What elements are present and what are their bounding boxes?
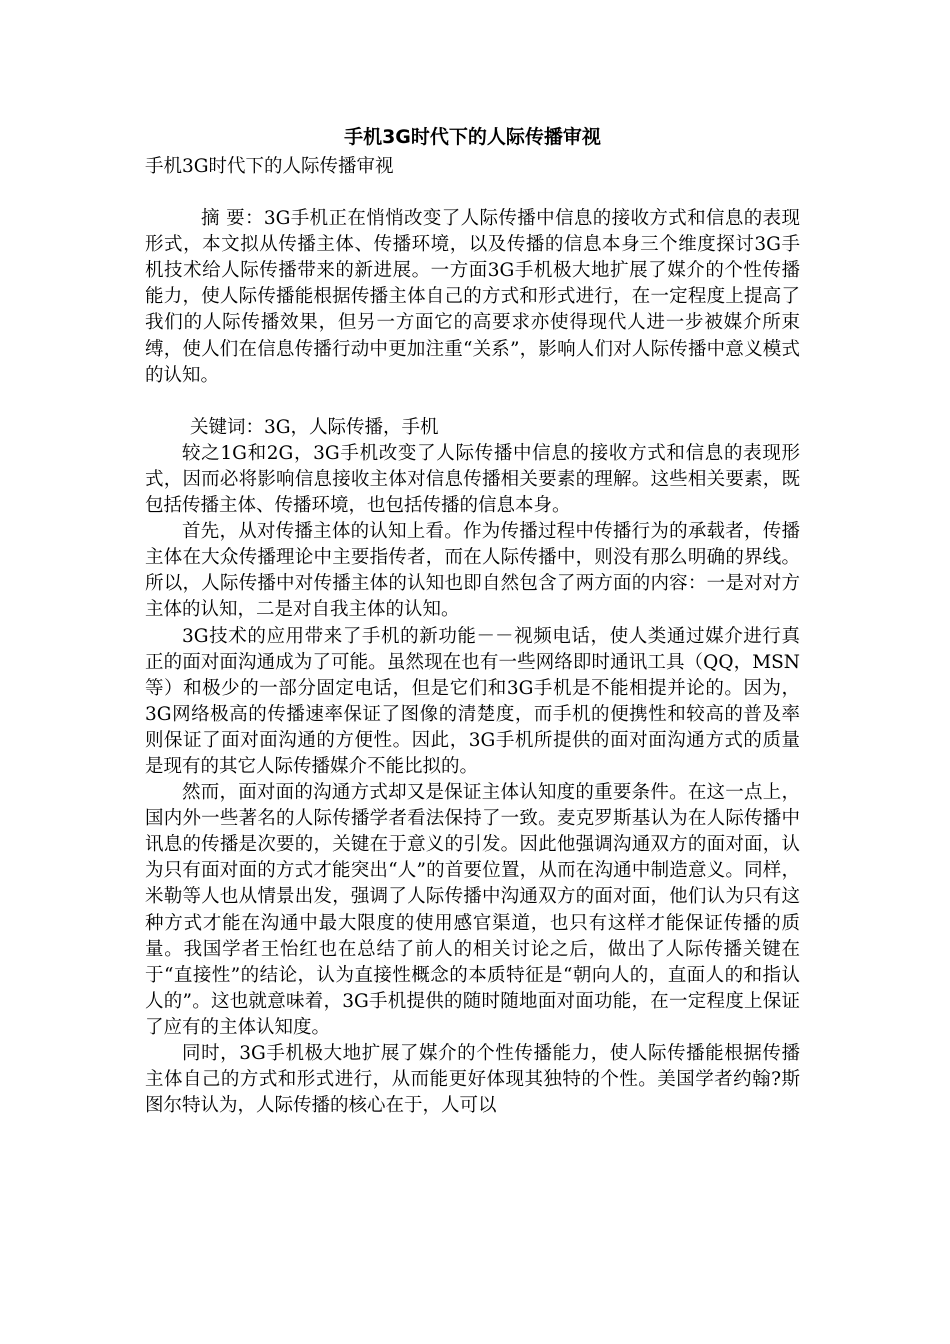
body-paragraph-4: 然而，面对面的沟通方式却又是保证主体认知度的重要条件。在这一点上，国内外一些著名的人际传播学者看法保持了一致。麦克罗斯基认为在人际传播中讯息的传播是次要的，关键在于意义的引发。因此他强调沟通双方的面对面，认为只有面对面的方式才能突出“人”的首要位置，从而在沟通中制造意义。同样，米勒等人也从情景出发，强调了人际传播中沟通双方的面对面，他们认为只有这种方式才能在沟通中最大限度的使用感官渠道，也只有这样才能保证传播的质量。我国学者王怡红也在总结了前人的相关讨论之后，做出了人际传播关键在于“直接性”的结论，认为直接性概念的本质特征是“朝向人的，直面人的和指认人的”。这也就意味着，3G手机提供的随时随地面对面功能，在一定程度上保证了应有的主体认知度。	[145, 782, 800, 1038]
body-paragraph-2: 首先，从对传播主体的认知上看。作为传播过程中传播行为的承载者，传播主体在大众传播理论中主要指传者，而在人际传播中，则没有那么明确的界线。所以，人际传播中对传播主体的认知也即自然包含了两方面的内容：一是对对方主体的认知，二是对自我主体的认知。	[145, 521, 800, 621]
blank-line	[145, 180, 800, 206]
blank-line	[145, 389, 800, 415]
abstract-paragraph: 摘 要：3G手机正在悄悄改变了人际传播中信息的接收方式和信息的表现形式，本文拟从传播主体、传播环境，以及传播的信息本身三个维度探讨3G手机技术给人际传播带来的新进展。一方面3G手机极大地扩展了媒介的个性传播能力，使人际传播能根据传播主体自己的方式和形式进行，在一定程度上提高了我们的人际传播效果，但另一方面它的高要求亦使得现代人进一步被媒介所束缚，使人们在信息传播行动中更加注重“关系”，影响人们对人际传播中意义模式的认知。	[145, 208, 800, 386]
body-paragraph-3: 3G技术的应用带来了手机的新功能－－视频电话，使人类通过媒介进行真正的面对面沟通成为了可能。虽然现在也有一些网络即时通讯工具（QQ，MSN等）和极少的一部分固定电话，但是它们和3G手机是不能相提并论的。因为，3G网络极高的传播速率保证了图像的清楚度，而手机的便携性和较高的普及率则保证了面对面沟通的方便性。因此，3G手机所提供的面对面沟通方式的质量是现有的其它人际传播媒介不能比拟的。	[145, 625, 800, 777]
document-subtitle: 手机3G时代下的人际传播审视	[145, 156, 394, 177]
body-paragraph-5: 同时，3G手机极大地扩展了媒介的个性传播能力，使人际传播能根据传播主体自己的方式和形式进行，从而能更好体现其独特的个性。美国学者约翰?斯图尔特认为，人际传播的核心在于，人可以	[145, 1043, 800, 1117]
keywords-line: 关键词：3G，人际传播，手机	[190, 416, 439, 438]
document-page	[145, 120, 800, 1119]
body-paragraph-1: 较之1G和2G，3G手机改变了人际传播中信息的接收方式和信息的表现形式，因而必将影响信息接收主体对信息传播相关要素的理解。这些相关要素，既包括传播主体、传播环境，也包括传播的信息本身。	[145, 442, 800, 517]
document-title: 手机3G时代下的人际传播审视	[344, 126, 601, 148]
